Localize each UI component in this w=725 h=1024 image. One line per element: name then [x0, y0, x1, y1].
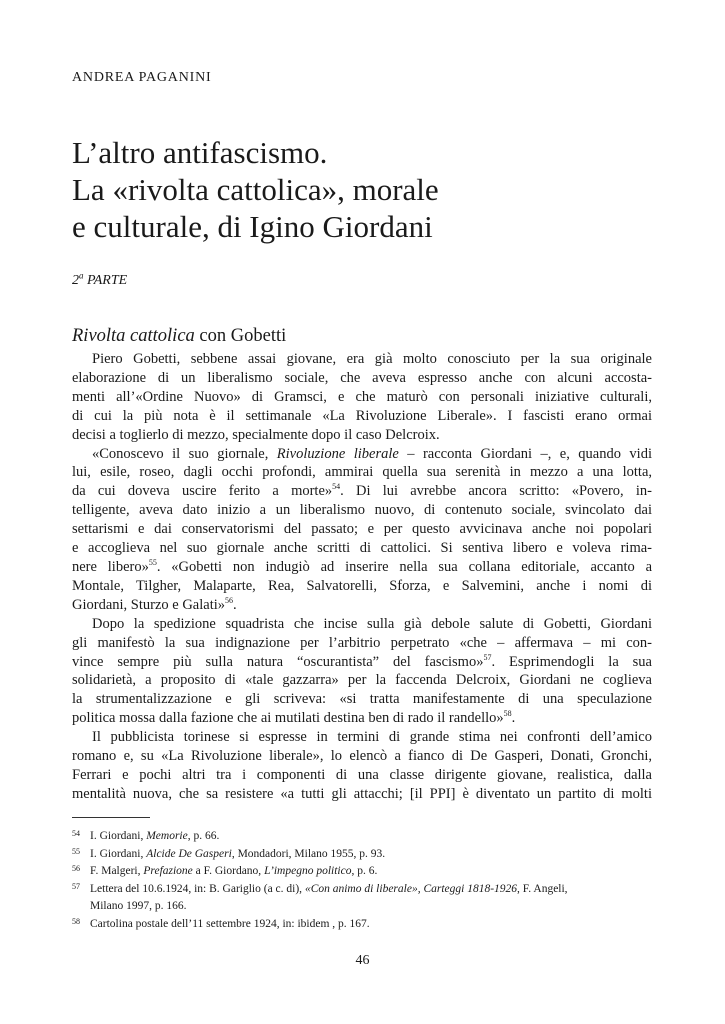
- footnote-number: 57: [72, 881, 80, 891]
- body-line: la strumentalizzazione e gli scriveva: «si tratta manifestamente di una speculazione: [72, 691, 652, 708]
- title-line: La «rivolta cattolica», morale: [72, 172, 439, 207]
- body-line: [72, 709, 652, 728]
- footnote-ref: 58: [503, 709, 512, 719]
- body-line: Montale, Tilgher, Malaparte, Rea, Salvatorelli, Sforza, e Salvemini, anche i nomi di: [72, 577, 652, 594]
- part-number: 2: [72, 273, 79, 288]
- text-run: nere libero»: [72, 558, 149, 575]
- text-run: . Esprimendogli la sua: [491, 653, 652, 670]
- footnote-separator: [72, 817, 150, 818]
- section-heading-italic: Rivolta cattolica: [72, 326, 195, 346]
- part-word: PARTE: [87, 273, 128, 288]
- footnote: [72, 846, 657, 864]
- author-name: ANDREA PAGANINI: [72, 70, 212, 85]
- text-run: , Mondadori, Milano 1955, p. 93.: [231, 847, 386, 860]
- body-line: menti all’«Ordine Nuovo» di Gramsci, e che maturò con personali iniziative culturali,: [72, 388, 652, 405]
- text-run: . «Gobetti non indugiò ad inserire nella sua collana editoriale, accanto a: [156, 558, 652, 575]
- footnote: [72, 828, 657, 846]
- text-run: a F. Giordano,: [192, 865, 265, 877]
- page-number: 46: [355, 953, 370, 968]
- footnotes: [72, 828, 657, 933]
- footnote-continuation: Milano 1997, p. 166.: [90, 900, 187, 912]
- text-run-italic: Rivoluzione liberale: [276, 445, 399, 462]
- body-line: [72, 596, 652, 615]
- footnote: [72, 881, 657, 899]
- title-line: e culturale, di Igino Giordani: [72, 209, 433, 244]
- text-run-italic: «Con animo di liberale», Carteggi 1818-1926: [304, 882, 518, 895]
- section-heading: [72, 326, 286, 347]
- footnote-number: 58: [72, 916, 80, 926]
- text-run: Giordani, Sturzo e Galati»: [72, 596, 226, 613]
- footnote-number: 55: [72, 846, 80, 856]
- body-line: di cui la più nota è il settimanale «La Rivoluzione Liberale». I fascisti erano ormai: [72, 407, 652, 424]
- text-run: , p. 66.: [187, 830, 220, 842]
- footnote-ref: 57: [483, 652, 492, 662]
- text-run-italic: Alcide De Gasperi: [146, 847, 232, 860]
- footnote-ref: 56: [225, 595, 234, 605]
- text-run-italic: Memorie: [146, 830, 188, 842]
- body-line: [72, 445, 652, 464]
- body-text: [72, 350, 652, 804]
- body-line: [72, 653, 652, 672]
- text-run: , p. 6.: [351, 865, 378, 877]
- text-run: I. Giordani,: [90, 847, 147, 860]
- body-line: romano e, su «La Rivoluzione liberale», lo elencò a fianco di De Gasperi, Donati, Gronchi,: [72, 748, 652, 765]
- text-run: vince sempre più sulla natura “oscurantista” del fascismo»: [72, 653, 484, 670]
- body-line: Il pubblicista torinese si espresse in termini di grande stima nei confronti dell’amico: [92, 729, 652, 746]
- body-line: Piero Gobetti, sebbene assai giovane, era già molto conosciuto per la sua originale: [92, 351, 652, 367]
- text-run: «Conoscevo il suo giornale,: [92, 445, 277, 462]
- text-run: , F. Angeli,: [517, 882, 568, 895]
- body-line: mentalità nuova, che sa resistere «a tutti gli attacchi; [il PPI] è diventato un partito di molti: [72, 785, 652, 802]
- body-line: telligente, aveva dato inizio a un liberalismo nuovo, di contenuto sociale, svincolato dai: [72, 502, 652, 519]
- footnote-ref: 54: [332, 482, 341, 492]
- body-line: [72, 482, 652, 501]
- body-line: settarismi e dai conservatorismi del passato; e per questo avvicinava anche noi popolari: [72, 521, 652, 538]
- footnote-ref: 55: [148, 558, 157, 568]
- body-line: e accoglieva nel suo giornale anche scritti di cattolici. Si sentiva libero e voleva rima-: [72, 540, 652, 557]
- footnote-number: 56: [72, 864, 80, 873]
- text-run: F. Malgeri,: [90, 865, 144, 877]
- text-run: .: [233, 596, 237, 613]
- article-title: [72, 134, 672, 245]
- text-run: Cartolina postale dell’11 settembre 1924, in: ibidem , p. 167.: [90, 917, 370, 930]
- text-run: I. Giordani,: [90, 830, 147, 842]
- title-line: L’altro antifascismo.: [72, 135, 328, 170]
- section-heading-rest: con Gobetti: [194, 326, 287, 346]
- body-line: elaborazione di un liberalismo sociale, che aveva espresso anche con alcuni accosta-: [72, 369, 652, 386]
- footnote: [72, 916, 657, 934]
- text-run: – racconta Giordani –, e, quando vidi: [398, 445, 652, 462]
- footnote: [72, 863, 657, 881]
- footnote-number: 54: [72, 829, 80, 838]
- text-run-italic: L’impegno politico: [264, 865, 352, 877]
- text-run: .: [511, 710, 516, 727]
- body-line: solidarietà, a proposito di «tale gazzarra» per la faccenda Delcroix, Giordani ne coglieva: [72, 672, 652, 689]
- body-line: [72, 558, 652, 577]
- part-number-superscript: a: [79, 270, 84, 281]
- part-label: [72, 270, 128, 289]
- text-run: politica mossa dalla fazione che ai mutilati destina ben di rado il randello»: [72, 710, 504, 727]
- body-line: Ferrari e pochi altri tra i componenti di una classe dirigente giovane, realistica, dalla: [72, 766, 652, 783]
- body-line: decisi a toglierlo di mezzo, specialmente dopo il caso Delcroix.: [72, 426, 440, 443]
- text-run: . Di lui avrebbe ancora scritto: «Povero, in-: [340, 483, 652, 500]
- body-line: lui, esile, roseo, dagli occhi profondi, ammirai quella sua serenità in mezzo a una lotta,: [72, 464, 652, 481]
- body-line: gli manifestò la sua indignazione per l’arbitrio perpetrato «che – affermava – mi con-: [72, 634, 652, 651]
- text-run-italic: Prefazione: [143, 865, 193, 877]
- body-line: Dopo la spedizione squadrista che incise sulla già debole salute di Gobetti, Giordani: [92, 615, 652, 632]
- text-run: Lettera del 10.6.1924, in: B. Gariglio (a c. di),: [90, 882, 305, 895]
- text-run: da cui doveva uscire ferito a morte»: [72, 483, 333, 500]
